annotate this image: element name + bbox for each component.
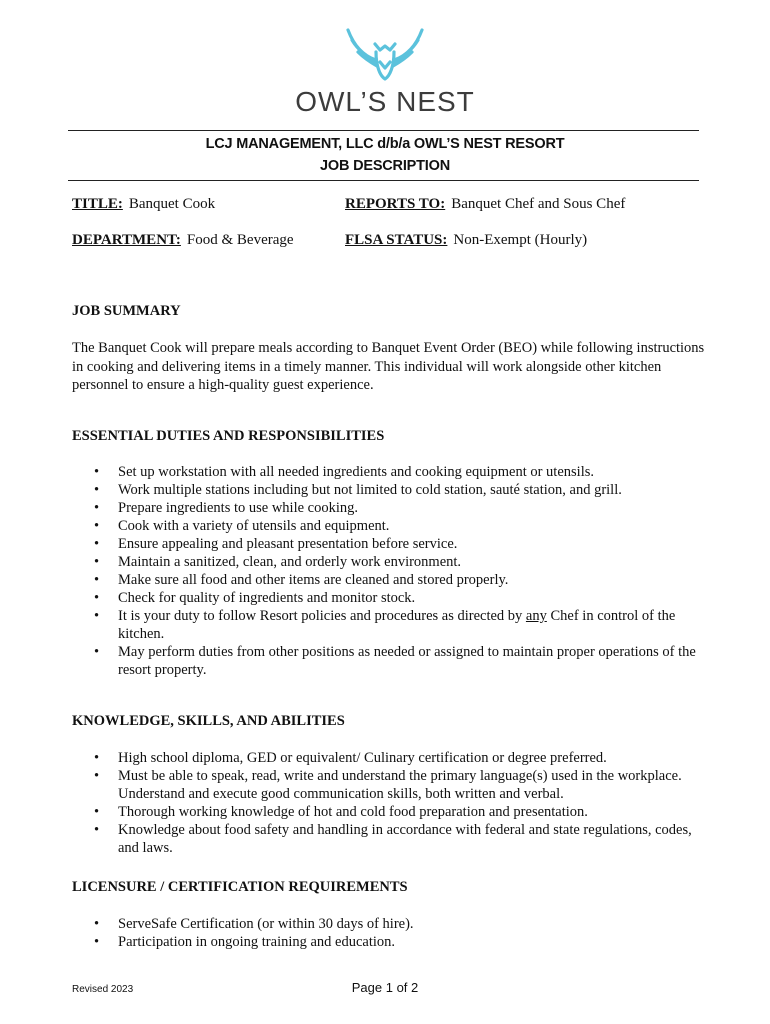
job-summary-text: The Banquet Cook will prepare meals according to Banquet Event Order (BEO) while following instructions in cooking and delivering items in a timely manner. This individual will work alongside other kitchen personnel to ensure a high-quality guest experience. (72, 340, 705, 393)
list-item: • Participation in ongoing training and education. (94, 934, 396, 950)
list-item: • It is your duty to follow Resort policies and procedures as directed by any Chef in control of the kitchen. (94, 608, 676, 642)
licensure-heading: LICENSURE / CERTIFICATION REQUIREMENTS (72, 879, 408, 895)
list-item: • High school diploma, GED or equivalent/ Culinary certification or degree preferred. (94, 750, 607, 766)
logo (0, 26, 770, 118)
list-item: • Ensure appealing and pleasant presentation before service. (94, 536, 458, 552)
reports-to-label: REPORTS TO: (345, 196, 446, 212)
job-summary-heading: JOB SUMMARY (72, 303, 181, 319)
list-item: • May perform duties from other positions as needed or assigned to maintain proper operations of the resort property. (94, 644, 696, 678)
list-item: • Work multiple stations including but not limited to cold station, sauté station, and grill. (94, 482, 622, 498)
title-label: TITLE: (72, 196, 123, 212)
list-item: • Maintain a sanitized, clean, and orderly work environment. (94, 554, 462, 570)
document-type: JOB DESCRIPTION (320, 158, 450, 174)
header-rule-bottom (68, 180, 699, 181)
ksa-list (0, 749, 700, 857)
page-number: Page 1 of 2 (351, 980, 419, 995)
ksa-heading: KNOWLEDGE, SKILLS, AND ABILITIES (72, 713, 345, 729)
title-field (72, 196, 215, 213)
list-item: • Set up workstation with all needed ingredients and cooking equipment or utensils. (94, 464, 594, 480)
department-field (72, 232, 294, 249)
list-item: • ServeSafe Certification (or within 30 days of hire). (94, 916, 414, 932)
reports-to-field (345, 196, 625, 213)
list-item: • Make sure all food and other items are cleaned and stored properly. (94, 572, 509, 588)
list-item: • Must be able to speak, read, write and understand the primary language(s) used in the workplace. Understand and execute good communication skills, both written and verbal. (94, 768, 682, 802)
flsa-status-label: FLSA STATUS: (345, 232, 448, 248)
emphasis-any: any (525, 608, 547, 624)
list-item: • Knowledge about food safety and handling in accordance with federal and state regulations, codes, and laws. (94, 822, 692, 856)
licensure-list (0, 915, 700, 951)
company-title: LCJ MANAGEMENT, LLC d/b/a OWL’S NEST RESORT (205, 136, 565, 152)
department-label: DEPARTMENT: (72, 232, 181, 248)
list-item: • Check for quality of ingredients and monitor stock. (94, 590, 416, 606)
owl-logo-icon (342, 26, 428, 82)
list-item: • Thorough working knowledge of hot and cold food preparation and presentation. (94, 804, 588, 820)
duties-list (0, 463, 700, 679)
header-rule-top (68, 130, 699, 131)
reports-to-value: Banquet Chef and Sous Chef (451, 196, 626, 212)
list-item: • Prepare ingredients to use while cooking. (94, 500, 358, 516)
title-value: Banquet Cook (128, 196, 216, 212)
revised-date: Revised 2023 (72, 984, 134, 995)
flsa-status-field (345, 232, 587, 249)
department-value: Food & Beverage (186, 232, 294, 248)
list-item: • Cook with a variety of utensils and equipment. (94, 518, 390, 534)
flsa-status-value: Non-Exempt (Hourly) (453, 232, 588, 248)
duties-heading: ESSENTIAL DUTIES AND RESPONSIBILITIES (72, 428, 385, 444)
brand-name: OWL’S NEST (295, 86, 475, 117)
